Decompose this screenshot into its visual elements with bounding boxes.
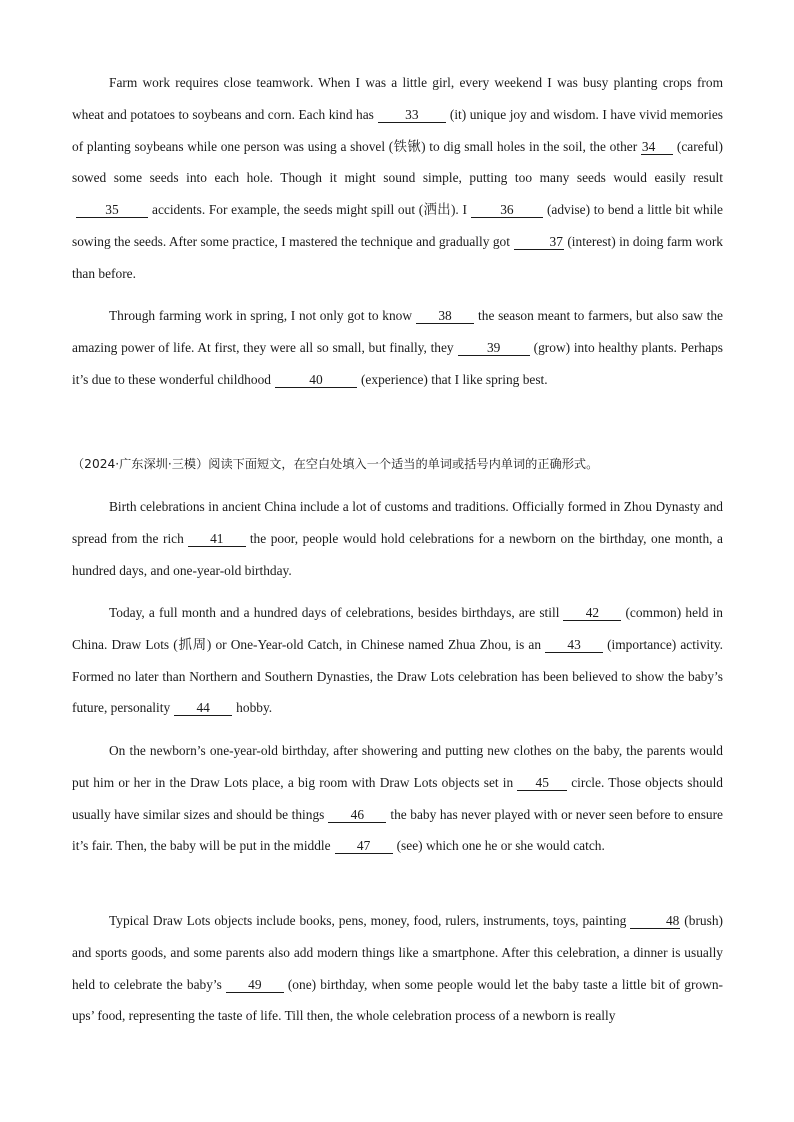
paragraph-text: (experience) that I like spring best. [360, 371, 548, 387]
paragraph-text: the season meant to farmers, but also saw the amazing power of life. At first, they were all so small, but finally, they [72, 308, 724, 355]
paragraph-text: (interest) in doing farm work than before. [72, 233, 723, 281]
paragraph-text: (grow) into healthy plants. Perhaps it’s due to these wonderful childhood [72, 339, 723, 387]
paragraph-text: the baby has never played with or never seen before to ensure it’s fair. Then, the baby will be put in the middle [72, 806, 723, 854]
paragraph-text: Through farming work in spring, I not only got to know [109, 308, 413, 323]
answer-blank-44[interactable]: 44 [174, 700, 232, 716]
paragraph-text: hobby. [236, 700, 273, 716]
answer-blank-45[interactable]: 45 [517, 775, 567, 791]
paragraph-text: circle. Those objects should usually have similar sizes and should be things [72, 774, 724, 822]
answer-blank-33[interactable]: 33 [378, 107, 446, 123]
paragraph-draw-lots [72, 597, 723, 724]
answer-blank-46[interactable]: 46 [328, 807, 386, 823]
answer-blank-41[interactable]: 41 [188, 531, 246, 547]
paragraph-one-year-birthday [72, 735, 723, 862]
answer-blank-43[interactable]: 43 [545, 637, 603, 653]
answer-blank-47[interactable]: 47 [335, 838, 393, 854]
answer-blank-40[interactable]: 40 [275, 372, 357, 388]
paragraph-birth-celebrations [72, 491, 723, 586]
paragraph-text: Today, a full month and a hundred days of celebrations, besides birthdays, are still [109, 605, 560, 620]
paragraph-text: (advise) to bend a little bit while sowing the seeds. After some practice, I mastered the technique and gradually got [72, 202, 723, 249]
paragraph-text: Typical Draw Lots objects include books, pens, money, food, rulers, instruments, toys, painting [109, 913, 627, 928]
paragraph-text: (common) held in China. Draw Lots (抓周) or One-Year-old Catch, in Chinese named Zhua Zhou, is an [72, 605, 723, 652]
paragraph-text: On the newborn’s one-year-old birthday, after showering and putting new clothes on the baby, the parents would put him or her in the Draw Lots place, a big room with Draw Lots objects set in [72, 743, 723, 790]
answer-blank-35[interactable]: 35 [76, 202, 148, 218]
paragraph-text: (careful) sowed some seeds into each hole. Though it might sound simple, putting too many seeds would easily result [72, 138, 723, 186]
paragraph-text: (it) unique joy and wisdom. I have vivid memories of planting soybeans while one person was using a shovel (铁锹) to dig small holes in the soil, the other [72, 106, 723, 154]
paragraph-typical-objects [72, 905, 723, 1032]
paragraph-text: Farm work requires close teamwork. When I was a little girl, every weekend I was busy planting crops from wheat and potatoes to soybeans and corn. Each kind has [72, 75, 723, 122]
paragraph-farm-teamwork [72, 67, 723, 290]
answer-blank-38[interactable]: 38 [416, 308, 474, 324]
paragraph-text: the poor, people would hold celebrations for a newborn on the birthday, one month, a hundred days, and one-year-old birthday. [72, 530, 724, 578]
answer-blank-36[interactable]: 36 [471, 202, 543, 218]
paragraph-farming-spring [72, 300, 723, 395]
paragraph-text: (see) which one he or she would catch. [396, 838, 605, 854]
paragraph-text: (brush) and sports goods, and some parents also add modern things like a smartphone. After this celebration, a dinner is usually held to celebrate the baby’s [72, 913, 723, 992]
answer-blank-48[interactable]: 48 [630, 913, 680, 929]
paragraph-text: (one) birthday, when some people would let the baby taste a little bit of grown-ups’ food, representing the taste of life. Till then, the whole celebration process of a newborn is really [72, 976, 723, 1024]
answer-blank-49[interactable]: 49 [226, 977, 284, 993]
paragraph-text: accidents. For example, the seeds might spill out (洒出). I [152, 202, 467, 218]
answer-blank-39[interactable]: 39 [458, 340, 530, 356]
section-heading: （2024·广东深圳·三模）阅读下面短文，在空白处填入一个适当的单词或括号内单词的正确形式。 [72, 457, 599, 471]
answer-blank-37[interactable]: 37 [514, 234, 564, 250]
answer-blank-42[interactable]: 42 [563, 605, 621, 621]
paragraph-text: Birth celebrations in ancient China include a lot of customs and traditions. Officially formed in Zhou Dynasty and spread from the rich [72, 499, 723, 546]
answer-blank-34[interactable]: 34 [641, 139, 673, 155]
paragraph-text: (importance) activity. Formed no later than Northern and Southern Dynasties, the Draw Lots celebration has been believed to show the baby’s future, personality [72, 636, 723, 716]
